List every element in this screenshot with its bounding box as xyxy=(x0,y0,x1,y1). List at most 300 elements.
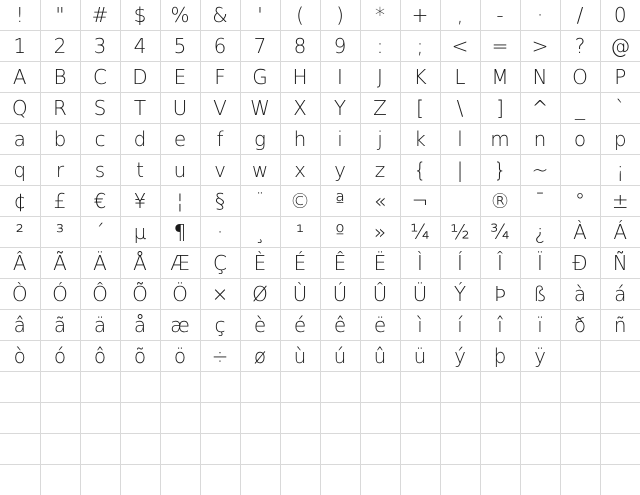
character-glyph: û xyxy=(361,341,400,371)
character-glyph: X xyxy=(281,93,320,123)
character-cell[interactable] xyxy=(280,434,320,465)
character-cell[interactable] xyxy=(560,124,600,155)
character-cell[interactable] xyxy=(0,124,40,155)
character-glyph: { xyxy=(401,155,440,185)
character-cell[interactable] xyxy=(520,372,560,403)
character-cell[interactable] xyxy=(560,372,600,403)
character-cell[interactable] xyxy=(440,248,480,279)
character-cell[interactable] xyxy=(80,0,120,31)
character-cell[interactable] xyxy=(440,31,480,62)
character-cell[interactable] xyxy=(320,62,360,93)
character-cell[interactable] xyxy=(160,248,200,279)
character-cell[interactable] xyxy=(200,217,240,248)
character-cell[interactable] xyxy=(80,155,120,186)
character-cell[interactable] xyxy=(560,31,600,62)
character-cell[interactable] xyxy=(240,248,280,279)
character-cell[interactable] xyxy=(400,31,440,62)
character-cell[interactable] xyxy=(80,186,120,217)
character-glyph xyxy=(441,186,480,216)
character-cell[interactable] xyxy=(600,124,640,155)
character-glyph: × xyxy=(201,279,240,309)
character-cell[interactable] xyxy=(440,341,480,372)
character-cell[interactable] xyxy=(280,279,320,310)
character-cell[interactable] xyxy=(320,31,360,62)
character-cell[interactable] xyxy=(0,310,40,341)
character-glyph: À xyxy=(561,217,600,247)
character-cell[interactable] xyxy=(200,31,240,62)
character-cell[interactable] xyxy=(40,372,80,403)
character-cell[interactable] xyxy=(600,93,640,124)
character-cell[interactable] xyxy=(80,372,120,403)
character-cell[interactable] xyxy=(120,248,160,279)
character-cell[interactable] xyxy=(40,341,80,372)
character-map-row xyxy=(0,279,640,310)
character-cell[interactable] xyxy=(600,434,640,465)
character-glyph: G xyxy=(241,62,280,92)
character-cell[interactable] xyxy=(560,310,600,341)
character-cell[interactable] xyxy=(40,279,80,310)
character-cell[interactable] xyxy=(280,31,320,62)
character-cell[interactable] xyxy=(520,93,560,124)
character-cell[interactable] xyxy=(280,186,320,217)
character-cell[interactable] xyxy=(240,186,280,217)
character-cell[interactable] xyxy=(320,0,360,31)
character-cell[interactable] xyxy=(600,341,640,372)
character-cell[interactable] xyxy=(40,0,80,31)
character-glyph: I xyxy=(321,62,360,92)
character-cell[interactable] xyxy=(400,310,440,341)
character-glyph: g xyxy=(241,124,280,154)
character-cell[interactable] xyxy=(320,403,360,434)
character-cell[interactable] xyxy=(200,93,240,124)
character-cell[interactable] xyxy=(280,62,320,93)
character-glyph: Ì xyxy=(401,248,440,278)
character-cell[interactable] xyxy=(560,217,600,248)
character-cell[interactable] xyxy=(200,372,240,403)
character-glyph: ò xyxy=(0,341,40,371)
character-cell[interactable] xyxy=(160,372,200,403)
character-cell[interactable] xyxy=(440,155,480,186)
character-cell[interactable] xyxy=(400,403,440,434)
character-cell[interactable] xyxy=(480,186,520,217)
character-cell[interactable] xyxy=(0,372,40,403)
character-cell[interactable] xyxy=(320,248,360,279)
character-cell[interactable] xyxy=(160,31,200,62)
character-cell[interactable] xyxy=(560,434,600,465)
character-glyph: í xyxy=(441,310,480,340)
character-glyph: C xyxy=(81,62,120,92)
character-cell[interactable] xyxy=(240,62,280,93)
character-cell[interactable] xyxy=(240,403,280,434)
character-cell[interactable] xyxy=(360,186,400,217)
character-cell[interactable] xyxy=(200,403,240,434)
character-cell[interactable] xyxy=(200,186,240,217)
character-glyph: 5 xyxy=(161,31,200,61)
character-glyph: _ xyxy=(561,93,600,123)
character-glyph: - xyxy=(481,0,520,30)
character-cell[interactable] xyxy=(80,434,120,465)
character-cell[interactable] xyxy=(400,62,440,93)
character-cell[interactable] xyxy=(320,124,360,155)
character-cell[interactable] xyxy=(240,124,280,155)
character-map-row xyxy=(0,217,640,248)
character-cell[interactable] xyxy=(320,434,360,465)
character-glyph: þ xyxy=(481,341,520,371)
character-cell[interactable] xyxy=(320,279,360,310)
character-cell[interactable] xyxy=(160,186,200,217)
character-glyph: L xyxy=(441,62,480,92)
character-cell[interactable] xyxy=(440,403,480,434)
character-cell[interactable] xyxy=(200,279,240,310)
character-cell[interactable] xyxy=(360,403,400,434)
character-cell[interactable] xyxy=(160,0,200,31)
character-cell[interactable] xyxy=(0,186,40,217)
character-cell[interactable] xyxy=(160,217,200,248)
character-cell[interactable] xyxy=(120,310,160,341)
character-cell[interactable] xyxy=(600,372,640,403)
character-glyph: A xyxy=(0,62,40,92)
character-cell[interactable] xyxy=(120,93,160,124)
character-cell[interactable] xyxy=(40,186,80,217)
character-cell[interactable] xyxy=(240,31,280,62)
character-glyph: € xyxy=(81,186,120,216)
character-cell[interactable] xyxy=(360,310,400,341)
character-cell[interactable] xyxy=(560,62,600,93)
character-cell[interactable] xyxy=(160,434,200,465)
character-cell[interactable] xyxy=(560,248,600,279)
character-cell[interactable] xyxy=(360,248,400,279)
character-cell[interactable] xyxy=(160,124,200,155)
character-cell[interactable] xyxy=(80,62,120,93)
character-cell[interactable] xyxy=(280,310,320,341)
character-cell[interactable] xyxy=(520,62,560,93)
character-glyph: W xyxy=(241,93,280,123)
character-glyph: z xyxy=(361,155,400,185)
character-cell[interactable] xyxy=(360,155,400,186)
character-glyph: S xyxy=(81,93,120,123)
character-cell[interactable] xyxy=(520,279,560,310)
character-cell[interactable] xyxy=(480,248,520,279)
character-cell[interactable] xyxy=(0,434,40,465)
character-cell[interactable] xyxy=(440,62,480,93)
character-cell[interactable] xyxy=(600,217,640,248)
character-cell[interactable] xyxy=(0,403,40,434)
character-cell[interactable] xyxy=(240,341,280,372)
character-cell[interactable] xyxy=(560,403,600,434)
character-cell[interactable] xyxy=(240,279,280,310)
character-cell[interactable] xyxy=(280,124,320,155)
character-cell[interactable] xyxy=(40,124,80,155)
character-cell[interactable] xyxy=(520,217,560,248)
character-glyph: õ xyxy=(121,341,160,371)
character-cell[interactable] xyxy=(440,0,480,31)
character-cell[interactable] xyxy=(80,124,120,155)
character-cell[interactable] xyxy=(440,434,480,465)
character-cell[interactable] xyxy=(0,155,40,186)
character-cell[interactable] xyxy=(40,403,80,434)
character-cell[interactable] xyxy=(240,310,280,341)
character-cell[interactable] xyxy=(520,341,560,372)
character-cell[interactable] xyxy=(0,93,40,124)
character-cell[interactable] xyxy=(160,279,200,310)
character-cell[interactable] xyxy=(560,155,600,186)
character-glyph: ì xyxy=(401,310,440,340)
character-cell[interactable] xyxy=(80,403,120,434)
character-cell[interactable] xyxy=(280,403,320,434)
character-cell[interactable] xyxy=(80,310,120,341)
character-cell[interactable] xyxy=(160,341,200,372)
character-cell[interactable] xyxy=(600,155,640,186)
character-cell[interactable] xyxy=(400,217,440,248)
character-cell[interactable] xyxy=(280,248,320,279)
character-cell[interactable] xyxy=(600,403,640,434)
character-cell[interactable] xyxy=(240,93,280,124)
character-cell[interactable] xyxy=(40,31,80,62)
character-cell[interactable] xyxy=(120,341,160,372)
character-cell[interactable] xyxy=(400,341,440,372)
character-cell[interactable] xyxy=(520,434,560,465)
character-cell[interactable] xyxy=(40,93,80,124)
character-cell[interactable] xyxy=(80,93,120,124)
character-cell[interactable] xyxy=(360,434,400,465)
character-cell[interactable] xyxy=(560,279,600,310)
character-cell[interactable] xyxy=(320,341,360,372)
character-glyph: % xyxy=(161,0,200,30)
character-glyph: Ç xyxy=(201,248,240,278)
character-cell[interactable] xyxy=(480,403,520,434)
character-cell[interactable] xyxy=(0,31,40,62)
character-cell[interactable] xyxy=(320,155,360,186)
character-cell[interactable] xyxy=(40,434,80,465)
character-cell[interactable] xyxy=(120,372,160,403)
character-cell[interactable] xyxy=(160,93,200,124)
character-cell[interactable] xyxy=(120,62,160,93)
character-glyph: H xyxy=(281,62,320,92)
character-cell[interactable] xyxy=(400,0,440,31)
character-cell[interactable] xyxy=(480,217,520,248)
character-cell[interactable] xyxy=(480,93,520,124)
character-cell[interactable] xyxy=(440,279,480,310)
character-cell[interactable] xyxy=(200,341,240,372)
character-glyph: U xyxy=(161,93,200,123)
character-cell[interactable] xyxy=(520,186,560,217)
character-cell[interactable] xyxy=(520,248,560,279)
character-cell[interactable] xyxy=(600,186,640,217)
character-glyph: w xyxy=(241,155,280,185)
character-cell[interactable] xyxy=(360,217,400,248)
character-glyph: / xyxy=(561,0,600,30)
character-cell[interactable] xyxy=(120,434,160,465)
character-cell[interactable] xyxy=(480,372,520,403)
character-cell[interactable] xyxy=(280,155,320,186)
character-glyph: Î xyxy=(481,248,520,278)
character-cell[interactable] xyxy=(400,124,440,155)
character-cell[interactable] xyxy=(320,217,360,248)
character-cell[interactable] xyxy=(160,62,200,93)
character-cell[interactable] xyxy=(200,62,240,93)
character-cell[interactable] xyxy=(480,0,520,31)
character-cell[interactable] xyxy=(520,124,560,155)
character-glyph: î xyxy=(481,310,520,340)
character-cell[interactable] xyxy=(240,217,280,248)
character-glyph: i xyxy=(321,124,360,154)
character-glyph: ú xyxy=(321,341,360,371)
character-cell[interactable] xyxy=(480,31,520,62)
character-cell[interactable] xyxy=(40,217,80,248)
character-glyph: 6 xyxy=(201,31,240,61)
character-cell[interactable] xyxy=(320,186,360,217)
character-map-row xyxy=(0,186,640,217)
character-cell[interactable] xyxy=(200,248,240,279)
character-cell[interactable] xyxy=(80,341,120,372)
character-glyph: ø xyxy=(241,341,280,371)
character-cell[interactable] xyxy=(600,310,640,341)
character-cell[interactable] xyxy=(360,93,400,124)
character-cell[interactable] xyxy=(440,186,480,217)
character-cell[interactable] xyxy=(400,93,440,124)
character-glyph: Â xyxy=(0,248,40,278)
character-cell[interactable] xyxy=(560,0,600,31)
character-cell[interactable] xyxy=(560,93,600,124)
character-cell[interactable] xyxy=(400,279,440,310)
character-glyph: l xyxy=(441,124,480,154)
character-cell[interactable] xyxy=(160,155,200,186)
character-cell[interactable] xyxy=(400,434,440,465)
character-cell[interactable] xyxy=(360,372,400,403)
character-glyph: å xyxy=(121,310,160,340)
character-cell[interactable] xyxy=(0,341,40,372)
character-cell[interactable] xyxy=(520,310,560,341)
character-glyph: ¬ xyxy=(401,186,440,216)
character-cell[interactable] xyxy=(480,62,520,93)
character-cell[interactable] xyxy=(280,93,320,124)
character-cell[interactable] xyxy=(400,155,440,186)
character-cell[interactable] xyxy=(360,0,400,31)
character-cell[interactable] xyxy=(120,124,160,155)
character-cell[interactable] xyxy=(200,155,240,186)
character-cell[interactable] xyxy=(0,217,40,248)
character-glyph: £ xyxy=(41,186,80,216)
character-cell[interactable] xyxy=(0,0,40,31)
character-glyph: ¡ xyxy=(601,155,640,185)
character-cell[interactable] xyxy=(440,372,480,403)
character-cell[interactable] xyxy=(0,62,40,93)
character-cell[interactable] xyxy=(0,248,40,279)
character-glyph: ± xyxy=(601,186,640,216)
character-glyph: x xyxy=(281,155,320,185)
character-cell[interactable] xyxy=(40,62,80,93)
character-cell[interactable] xyxy=(480,155,520,186)
character-glyph: Ú xyxy=(321,279,360,309)
character-cell[interactable] xyxy=(440,310,480,341)
character-cell[interactable] xyxy=(120,0,160,31)
character-cell[interactable] xyxy=(600,31,640,62)
character-cell[interactable] xyxy=(280,0,320,31)
character-cell[interactable] xyxy=(200,0,240,31)
character-cell[interactable] xyxy=(80,31,120,62)
character-cell[interactable] xyxy=(400,186,440,217)
character-cell[interactable] xyxy=(320,372,360,403)
character-glyph: Õ xyxy=(121,279,160,309)
character-cell[interactable] xyxy=(520,155,560,186)
character-cell[interactable] xyxy=(480,341,520,372)
character-cell[interactable] xyxy=(480,434,520,465)
character-cell[interactable] xyxy=(40,155,80,186)
character-glyph: K xyxy=(401,62,440,92)
character-cell[interactable] xyxy=(360,341,400,372)
character-cell[interactable] xyxy=(520,0,560,31)
character-cell[interactable] xyxy=(80,217,120,248)
character-glyph: t xyxy=(121,155,160,185)
character-glyph: ½ xyxy=(441,217,480,247)
character-map-row xyxy=(0,124,640,155)
character-cell[interactable] xyxy=(600,248,640,279)
character-cell[interactable] xyxy=(160,403,200,434)
character-cell[interactable] xyxy=(360,31,400,62)
character-cell[interactable] xyxy=(120,186,160,217)
character-cell[interactable] xyxy=(400,248,440,279)
character-cell[interactable] xyxy=(360,124,400,155)
character-cell[interactable] xyxy=(120,403,160,434)
character-glyph: ¹ xyxy=(281,217,320,247)
character-cell[interactable] xyxy=(480,124,520,155)
character-cell[interactable] xyxy=(600,0,640,31)
character-cell[interactable] xyxy=(560,186,600,217)
character-cell[interactable] xyxy=(480,279,520,310)
character-cell[interactable] xyxy=(200,434,240,465)
character-cell[interactable] xyxy=(280,341,320,372)
character-cell[interactable] xyxy=(600,62,640,93)
character-cell[interactable] xyxy=(360,279,400,310)
character-glyph: ë xyxy=(361,310,400,340)
character-cell[interactable] xyxy=(120,217,160,248)
character-cell[interactable] xyxy=(200,310,240,341)
character-cell[interactable] xyxy=(240,434,280,465)
character-cell[interactable] xyxy=(120,155,160,186)
character-map-row xyxy=(0,0,640,31)
character-cell[interactable] xyxy=(200,124,240,155)
character-cell[interactable] xyxy=(240,372,280,403)
character-cell[interactable] xyxy=(520,403,560,434)
character-cell[interactable] xyxy=(480,310,520,341)
character-cell[interactable] xyxy=(120,31,160,62)
character-cell[interactable] xyxy=(520,31,560,62)
character-cell[interactable] xyxy=(80,248,120,279)
character-cell[interactable] xyxy=(160,310,200,341)
character-cell[interactable] xyxy=(80,279,120,310)
character-cell[interactable] xyxy=(40,248,80,279)
character-glyph: 7 xyxy=(241,31,280,61)
character-cell[interactable] xyxy=(600,279,640,310)
character-cell[interactable] xyxy=(120,279,160,310)
character-cell[interactable] xyxy=(440,93,480,124)
character-cell[interactable] xyxy=(320,310,360,341)
character-cell[interactable] xyxy=(400,372,440,403)
character-glyph: 0 xyxy=(601,0,640,30)
character-cell[interactable] xyxy=(40,310,80,341)
character-map-row xyxy=(0,155,640,186)
character-cell[interactable] xyxy=(240,155,280,186)
character-cell[interactable] xyxy=(440,124,480,155)
character-cell[interactable] xyxy=(240,0,280,31)
character-cell[interactable] xyxy=(360,62,400,93)
character-cell[interactable] xyxy=(440,217,480,248)
character-cell[interactable] xyxy=(280,217,320,248)
character-cell[interactable] xyxy=(280,372,320,403)
character-cell[interactable] xyxy=(0,279,40,310)
character-cell[interactable] xyxy=(320,93,360,124)
character-cell[interactable] xyxy=(560,341,600,372)
